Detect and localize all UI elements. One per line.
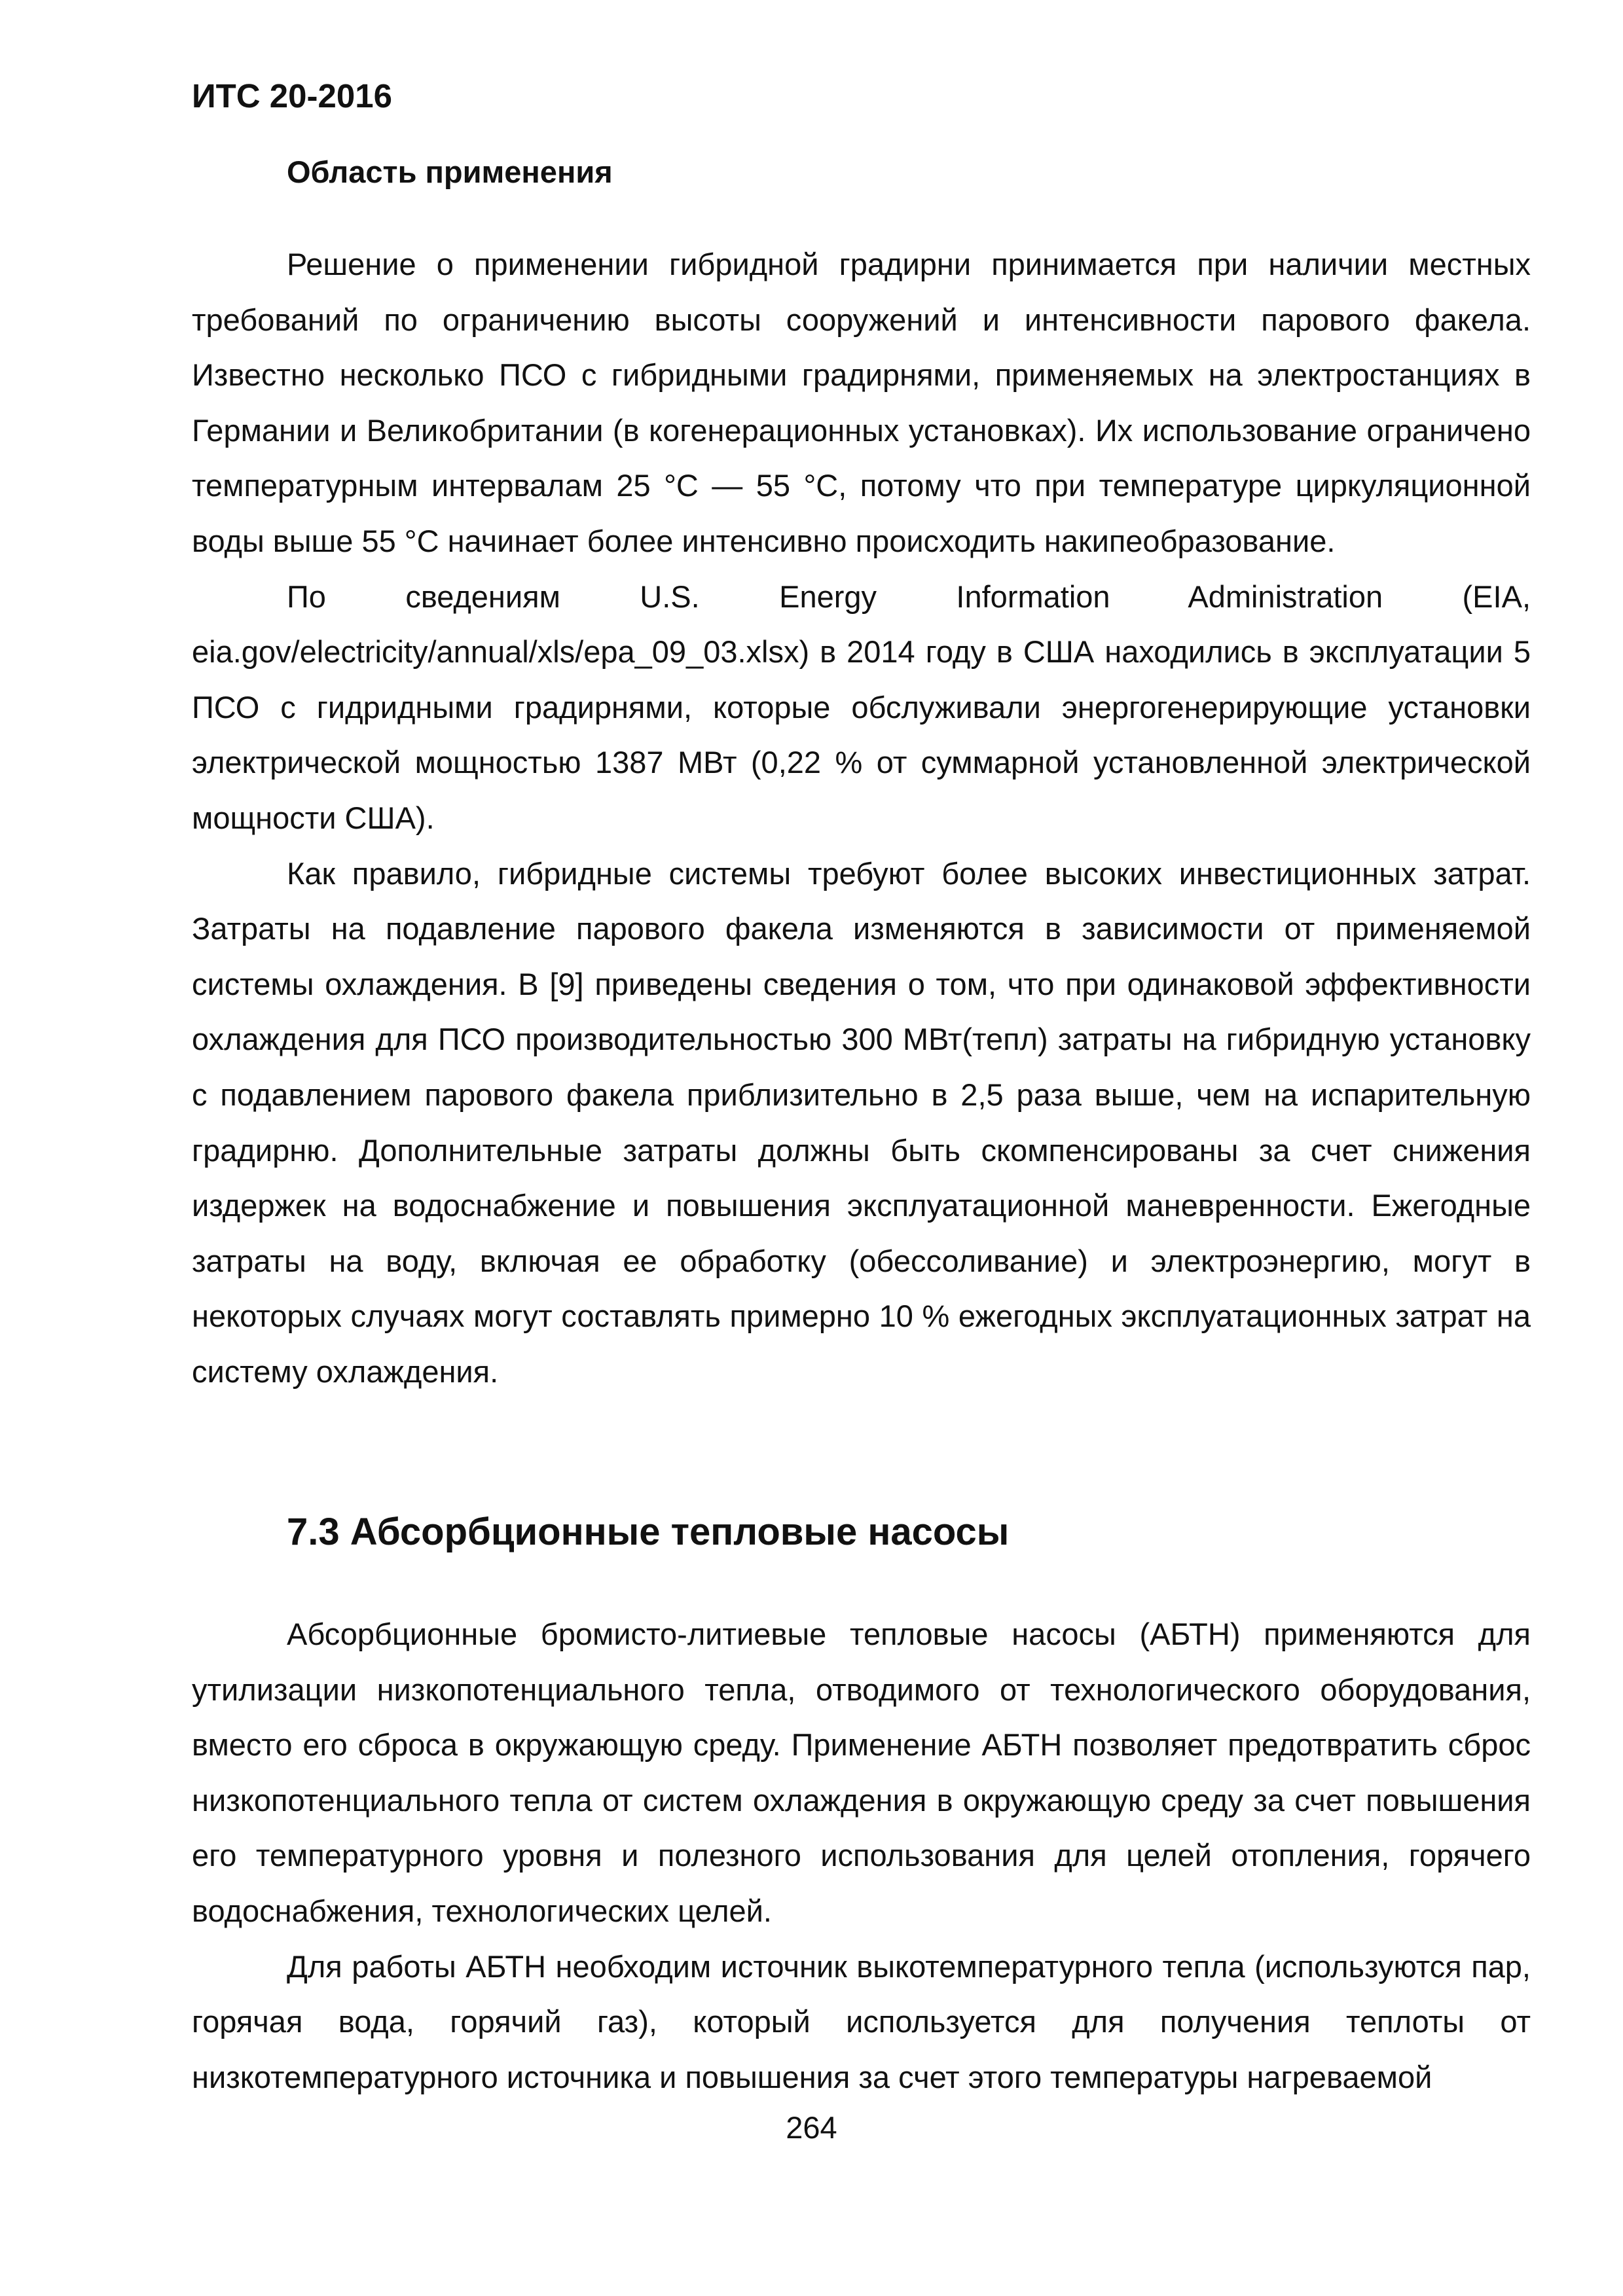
page-number: 264 <box>786 2110 837 2145</box>
paragraph: Абсорбционные бромисто-литиевые тепловые насосы (АБТН) применяются для утилизации низкопотенциального тепла, отводимого от технологического оборудования, вместо его сброса в окружающую среду. Применение АБТН позволяет предотвратить сброс низкопотенциального тепла от систем охлаждения в окружающую среду за счет повышения его температурного уровня и полезного использования для целей отопления, горячего водоснабжения, технологических целей. <box>192 1617 1531 1928</box>
paragraph: Решение о применении гибридной градирни принимается при наличии местных требований по ограничению высоты сооружений и интенсивности парового факела. Известно несколько ПСО с гибридными градирнями, применяемых на электростанциях в Германии и Великобритании (в когенерационных установках). Их использование ограничено температурным интервалам 25 °С — 55 °С, потому что при температуре циркуляционной воды выше 55 °С начинает более интенсивно происходить накипеобразование. <box>192 247 1531 558</box>
paragraph: Для работы АБТН необходим источник выкотемпературного тепла (используются пар, горячая вода, горячий газ), который используется для получения теплоты от низкотемпературного источника и повышения за счет этого температуры нагреваемой <box>192 1948 1531 2094</box>
subsection-title: Область применения <box>287 154 613 189</box>
paragraph: Как правило, гибридные системы требуют более высоких инвестиционных затрат. Затраты на подавление парового факела изменяются в зависимости от применяемой системы охлаждения. В [9] приведены сведения о том, что при одинаковой эффективности охлаждения для ПСО производительностью 300 МВт(тепл) затраты на гибридную установку с подавлением парового факела приблизительно в 2,5 раза выше, чем на испарительную градирню. Дополнительные затраты должны быть скомпенсированы за счет снижения издержек на водоснабжение и повышения эксплуатационной маневренности. Ежегодные затраты на воду, включая ее обработку (обессоливание) и электроэнергию, могут в некоторых случаях могут составлять примерно 10 % ежегодных эксплуатационных затрат на систему охлаждения. <box>192 855 1531 1389</box>
paragraph: По сведениям U.S. Energy Information Administration (EIA, eia.gov/electricity/annual/xls/epa_09_03.xlsx) в 2014 году в США находились в эксплуатации 5 ПСО с гидридными градирнями, которые обслуживали энергогенерирующие установки электрической мощностью 1387 МВт (0,22 % от суммарной установленной электрической мощности США). <box>192 579 1531 835</box>
section-heading: 7.3 Абсорбционные тепловые насосы <box>287 1511 1010 1553</box>
document-code-header: ИТС 20-2016 <box>192 77 392 115</box>
subsection-body <box>192 237 1531 1399</box>
section-body <box>192 1607 1531 2105</box>
